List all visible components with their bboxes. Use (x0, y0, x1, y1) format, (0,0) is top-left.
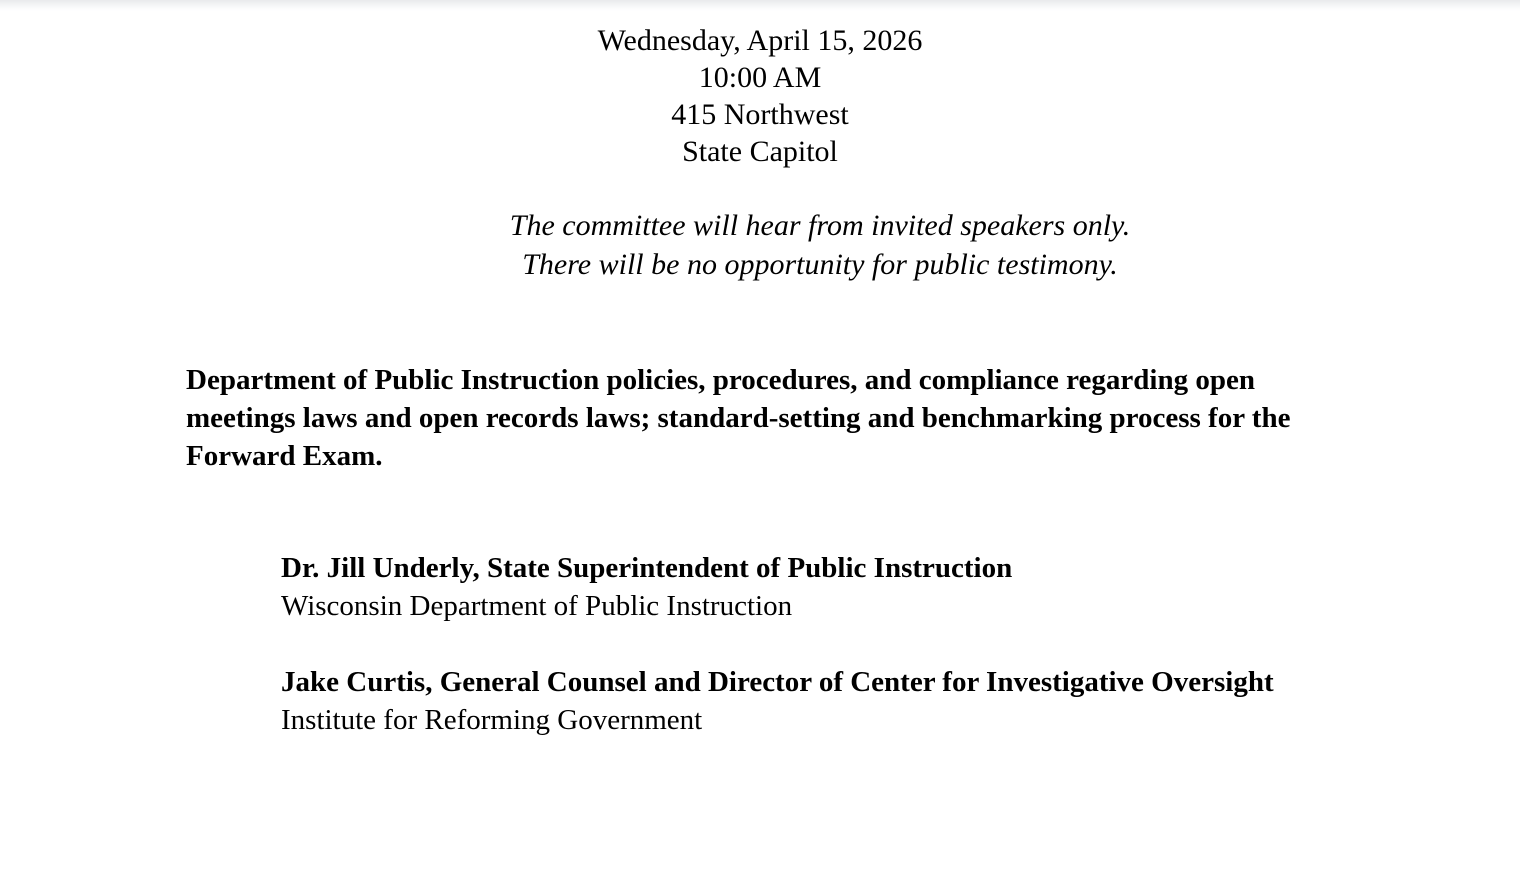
speaker-organization: Institute for Reforming Government (281, 704, 703, 736)
testimony-notice (0, 206, 1520, 284)
hearing-building: State Capitol (682, 135, 838, 168)
speaker-entry (281, 549, 1281, 625)
speaker-organization: Wisconsin Department of Public Instruction (281, 590, 793, 622)
notice-line-no-public-testimony: There will be no opportunity for public testimony. (522, 248, 1118, 281)
hearing-header (0, 22, 1520, 170)
hearing-date: Wednesday, April 15, 2026 (597, 24, 923, 57)
speaker-list (281, 549, 1281, 739)
speaker-name: Dr. Jill Underly, State Superintendent of Public Instruction (281, 552, 1013, 584)
hearing-time: 10:00 AM (698, 61, 822, 94)
notice-line-invited-speakers: The committee will hear from invited speakers only. (509, 209, 1131, 242)
hearing-room: 415 Northwest (671, 98, 849, 131)
hearing-subject: Department of Public Instruction policies, procedures, and compliance regarding open meetings laws and open records laws; standard-setting and benchmarking process for the Forward Exam. (186, 364, 1291, 472)
speaker-entry (281, 663, 1281, 739)
speaker-name: Jake Curtis, General Counsel and Director of Center for Investigative Oversight (281, 666, 1274, 698)
